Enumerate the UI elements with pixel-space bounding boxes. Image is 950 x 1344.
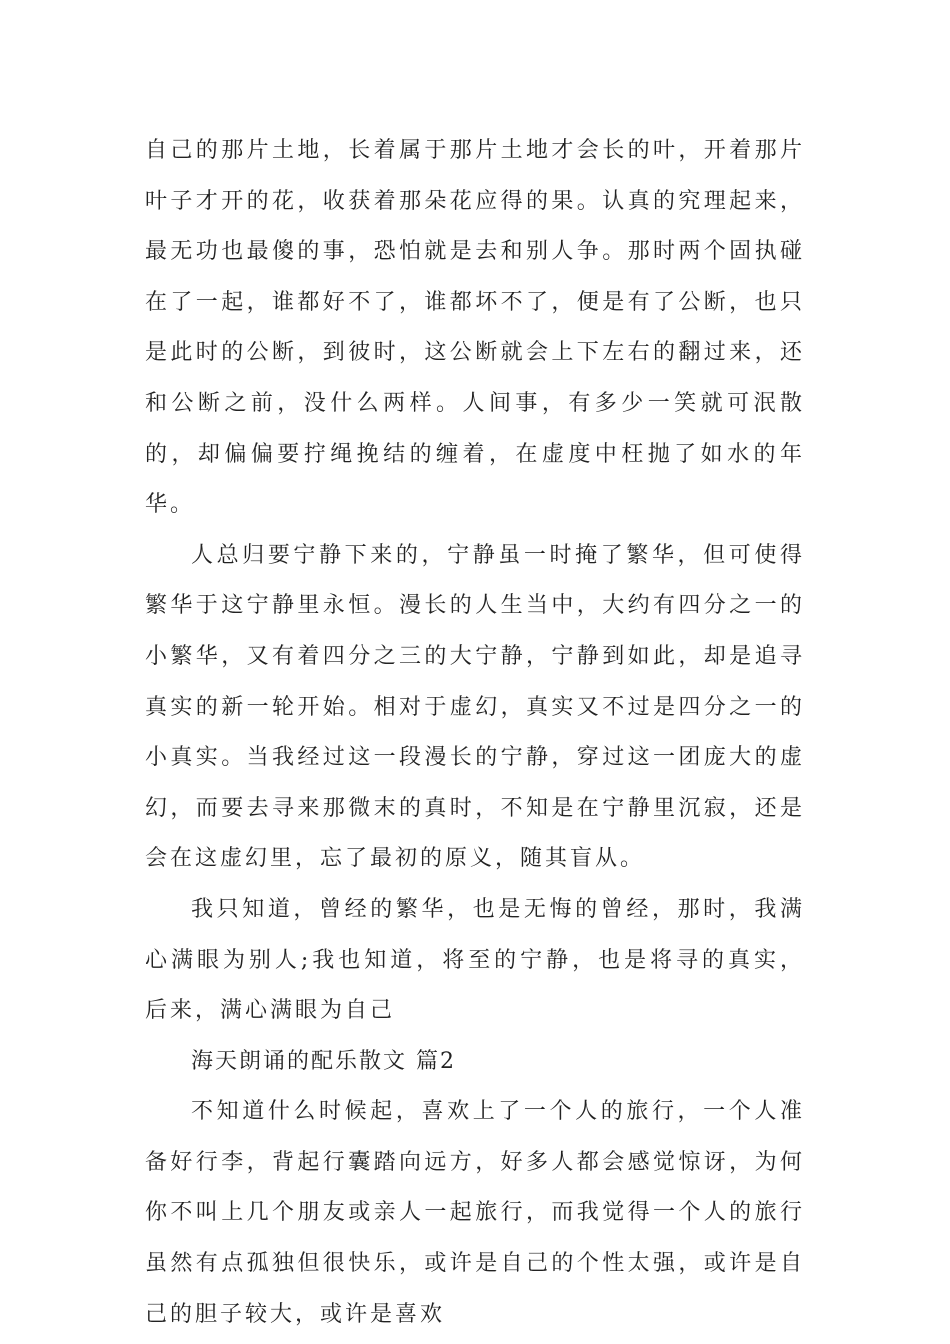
section-heading: 海天朗诵的配乐散文 篇2 <box>191 1048 456 1074</box>
paragraph-2: 人总归要宁静下来的，宁静虽一时掩了繁华，但可使得繁华于这宁静里永恒。漫长的人生当中，大约有四分之一的小繁华，又有着四分之三的大宁静，宁静到如此，却是追寻真实的新一轮开始。相对于虚幻，真实又不过是四分之一的小真实。当我经过这一段漫长的宁静，穿过这一团庞大的虚幻，而要去寻来那微末的真时，不知是在宁静里沉寂，还是会在这虚幻里，忘了最初的原义，随其盲从。 <box>145 542 805 872</box>
paragraph-1: 自己的那片土地，长着属于那片土地才会长的叶，开着那片叶子才开的花，收获着那朵花应得的果。认真的究理起来，最无功也最傻的事，恐怕就是去和别人争。那时两个固执碰在了一起，谁都好不了，谁都坏不了，便是有了公断，也只是此时的公断，到彼时，这公断就会上下左右的翻过来，还和公断之前，没什么两样。人间事，有多少一笑就可泯散的，却偏偏要拧绳挽结的缠着，在虚度中枉抛了如水的年华。 <box>145 138 805 518</box>
section-paragraph: 不知道什么时候起，喜欢上了一个人的旅行，一个人准备好行李，背起行囊踏向远方，好多人都会感觉惊讶，为何你不叫上几个朋友或亲人一起旅行，而我觉得一个人的旅行虽然有点孤独但很快乐，或许是自己的个性太强，或许是自己的胆子较大，或许是喜欢 <box>145 1099 805 1327</box>
article-body <box>145 126 805 1340</box>
paragraph-3: 我只知道，曾经的繁华，也是无悔的曾经，那时，我满心满眼为别人;我也知道，将至的宁静，也是将寻的真实，后来，满心满眼为自己 <box>145 896 805 1024</box>
